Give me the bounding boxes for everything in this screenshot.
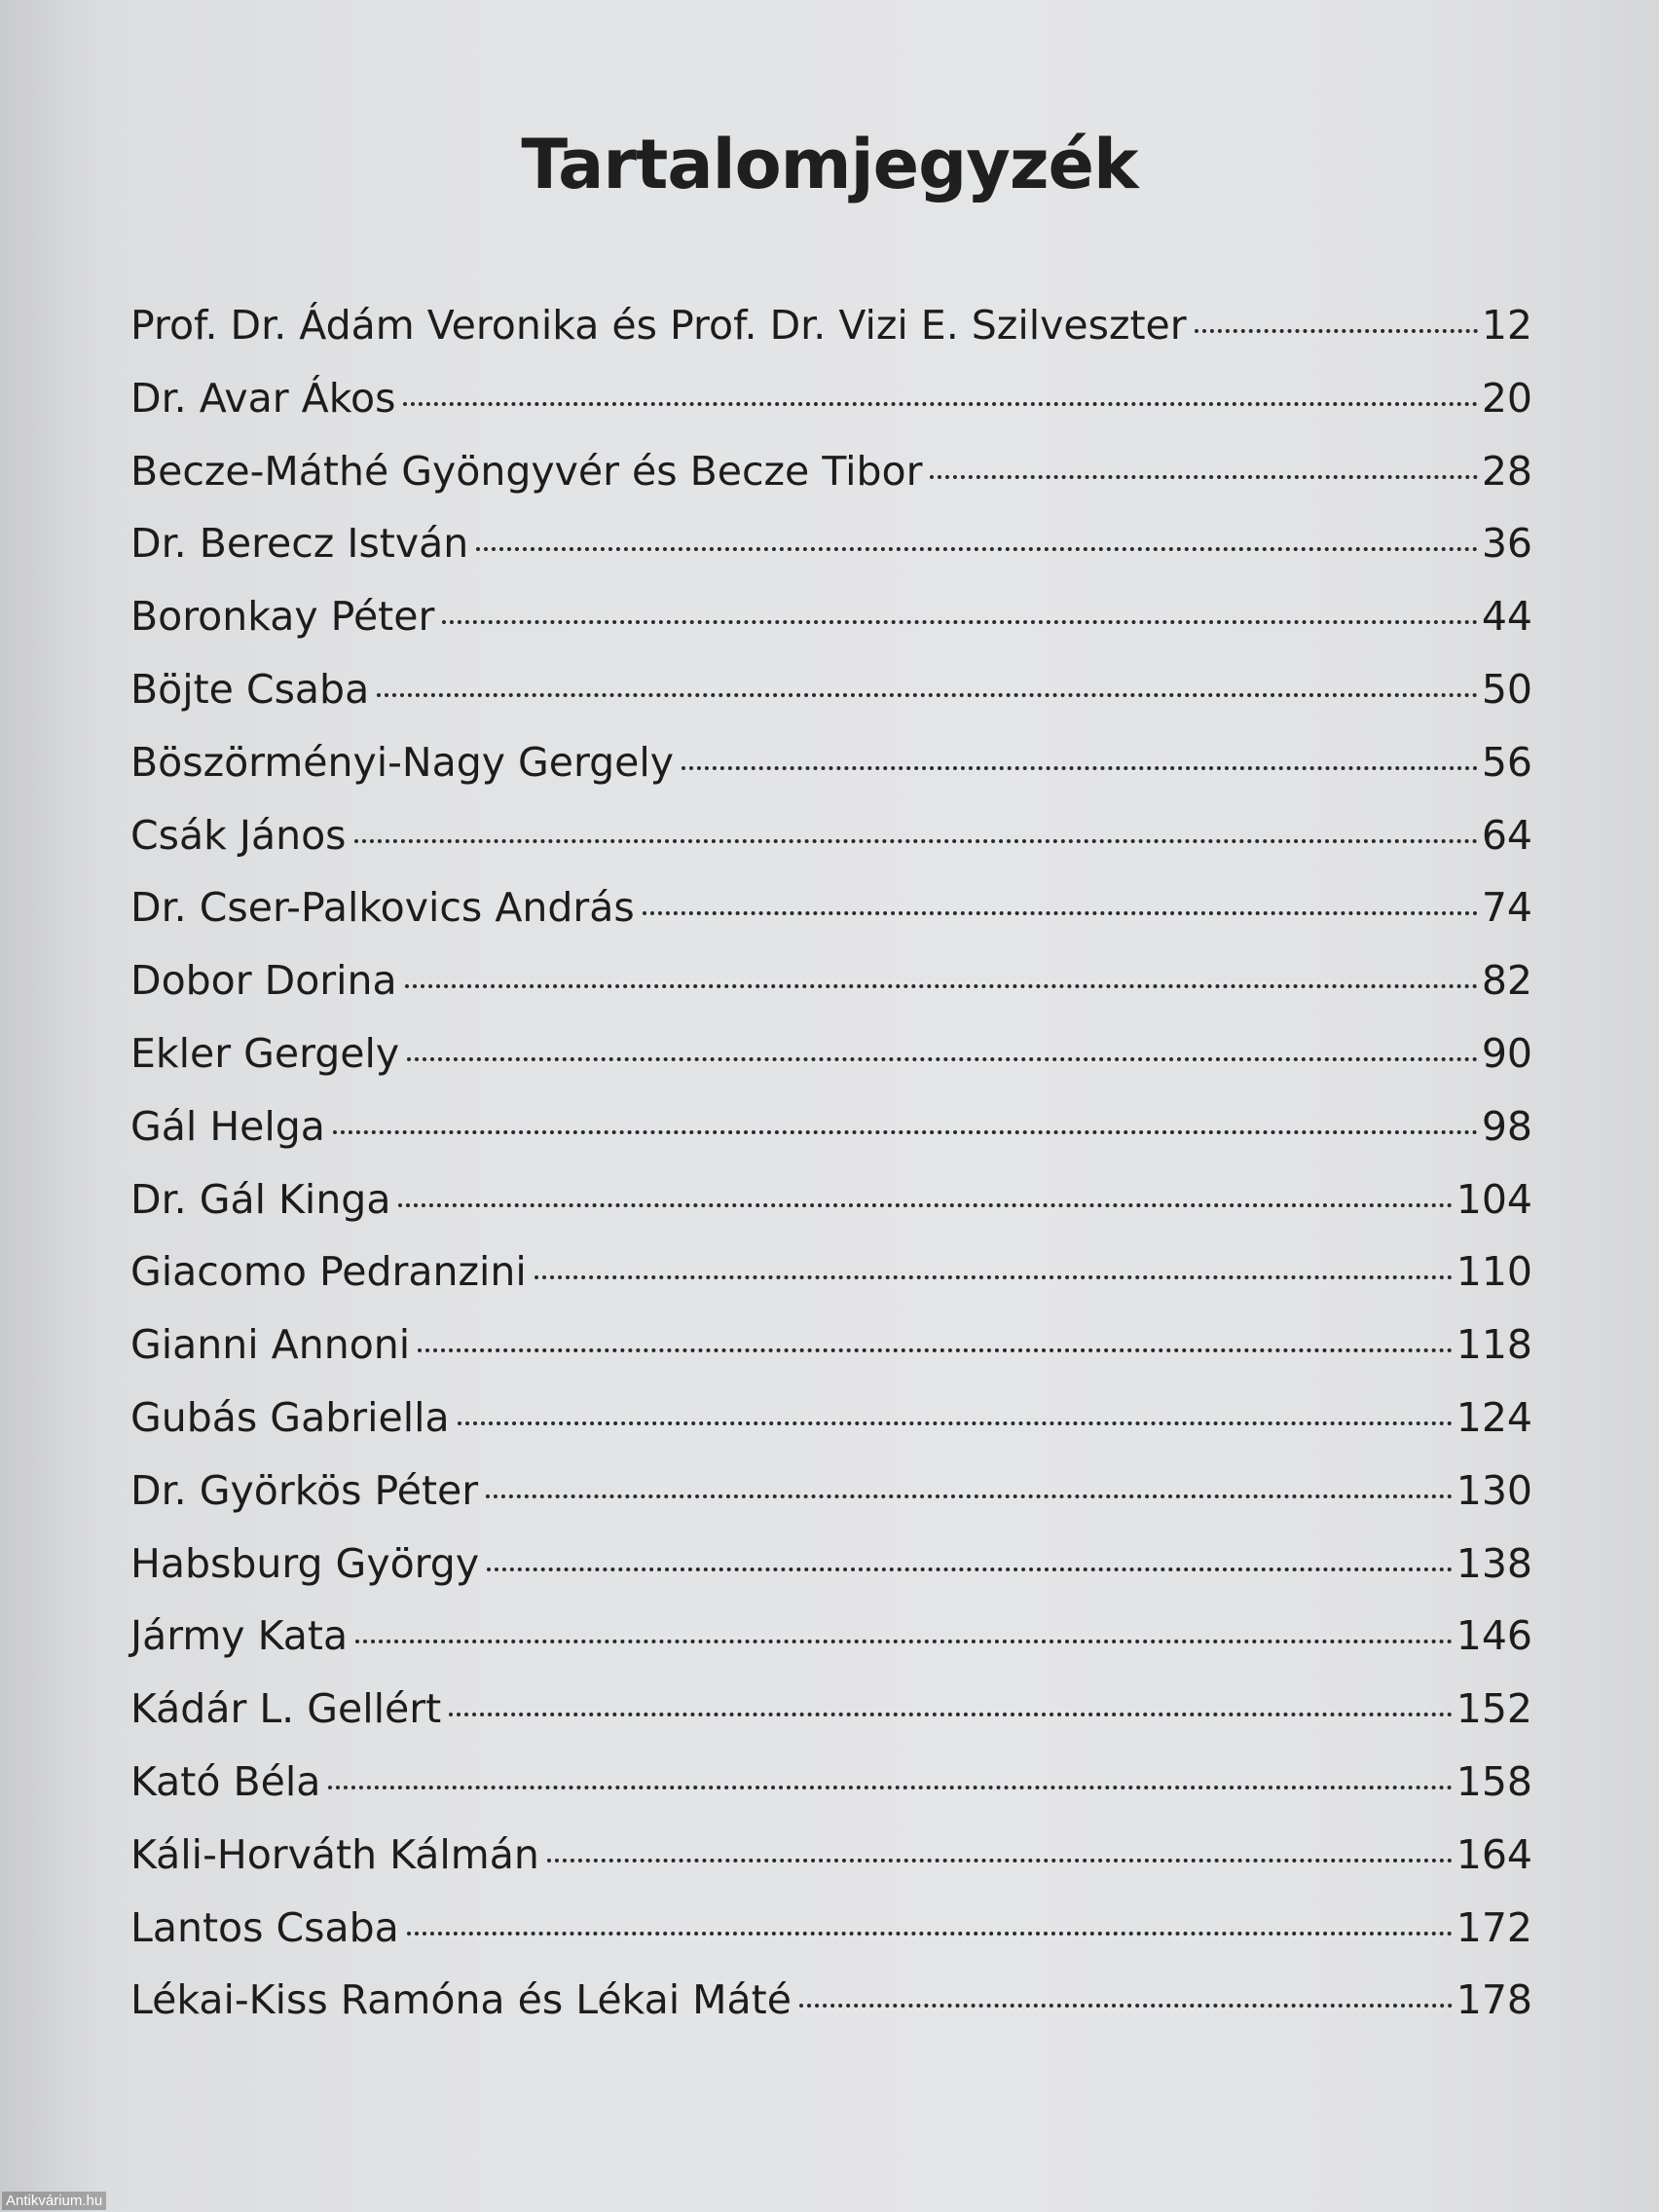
toc-entry-page-number: 74 (1481, 884, 1532, 932)
toc-entry-name: Lantos Csaba (130, 1903, 399, 1951)
toc-entry (130, 375, 1532, 448)
dot-leader (355, 1640, 1453, 1643)
dot-leader (405, 984, 1478, 988)
toc-entry-page-number: 146 (1456, 1612, 1532, 1660)
dot-leader (442, 620, 1478, 624)
toc-entry-name: Giacomo Pedranzini (130, 1248, 527, 1296)
toc-entry (130, 1976, 1532, 2049)
toc-entry-page-number: 164 (1456, 1830, 1532, 1878)
toc-entry-page-number: 12 (1481, 302, 1532, 349)
dot-leader (486, 1494, 1453, 1498)
toc-entry-page-number: 138 (1456, 1539, 1532, 1587)
toc-entry (130, 739, 1532, 812)
toc-entry (130, 1394, 1532, 1467)
toc-entry (130, 1831, 1532, 1904)
dot-leader (487, 1567, 1453, 1571)
toc-entry-name: Habsburg György (130, 1539, 480, 1587)
toc-entry (130, 1904, 1532, 1977)
dot-leader (930, 475, 1477, 479)
dot-leader (547, 1859, 1453, 1862)
toc-entry-name: Boronkay Péter (130, 593, 435, 641)
dot-leader (1195, 329, 1478, 333)
toc-entry (130, 1321, 1532, 1394)
toc-entry (130, 884, 1532, 957)
toc-entry-name: Dr. Avar Ákos (130, 374, 396, 422)
toc-entry (130, 1467, 1532, 1540)
toc-entry-page-number: 36 (1481, 520, 1532, 568)
toc-entry (130, 1248, 1532, 1321)
toc-entry-name: Böjte Csaba (130, 665, 370, 713)
watermark: Antikvárium.hu (2, 2192, 106, 2210)
dot-leader (407, 1932, 1453, 1936)
dot-leader (418, 1348, 1453, 1352)
toc-entry-name: Dr. Gál Kinga (130, 1175, 391, 1223)
toc-entry-name: Dr. Cser-Palkovics András (130, 884, 635, 932)
toc-entry (130, 666, 1532, 739)
toc-entry (130, 1030, 1532, 1103)
dot-leader (682, 766, 1478, 770)
toc-entry (130, 957, 1532, 1030)
toc-entry-page-number: 110 (1456, 1248, 1532, 1296)
toc-entry-page-number: 152 (1456, 1685, 1532, 1733)
toc-entry-name: Lékai-Kiss Ramóna és Lékai Máté (130, 1976, 792, 2024)
toc-entry-page-number: 104 (1456, 1175, 1532, 1223)
dot-leader (407, 1057, 1478, 1061)
dot-leader (458, 1421, 1453, 1425)
toc-entry-page-number: 98 (1481, 1102, 1532, 1150)
toc-entry-page-number: 64 (1481, 811, 1532, 859)
toc-entry (130, 1758, 1532, 1831)
toc-entry-name: Káli-Horváth Kálmán (130, 1830, 539, 1878)
dot-leader (535, 1275, 1453, 1279)
toc-entry-name: Gianni Annoni (130, 1321, 411, 1369)
toc-entry (130, 1103, 1532, 1176)
page-title: Tartalomjegyzék (521, 125, 1138, 204)
toc-entry-page-number: 82 (1481, 957, 1532, 1005)
toc-entry-name: Böszörményi-Nagy Gergely (130, 738, 675, 786)
toc-entry-page-number: 44 (1481, 593, 1532, 641)
dot-leader (799, 2004, 1453, 2008)
toc-entry-page-number: 178 (1456, 1976, 1532, 2024)
dot-leader (476, 547, 1478, 551)
toc-entry-name: Kádár L. Gellért (130, 1685, 442, 1733)
toc-entry-name: Gál Helga (130, 1102, 325, 1150)
toc-entry (130, 448, 1532, 521)
dot-leader (403, 402, 1477, 406)
toc-entry-name: Prof. Dr. Ádám Veronika és Prof. Dr. Vizi E. Szilveszter (130, 302, 1187, 349)
dot-leader (377, 693, 1478, 697)
toc-entry-name: Dobor Dorina (130, 957, 397, 1005)
toc-entry-name: Dr. Györkös Péter (130, 1466, 479, 1514)
toc-entry-page-number: 56 (1481, 738, 1532, 786)
toc-entry (130, 1612, 1532, 1685)
toc-entry-page-number: 158 (1456, 1757, 1532, 1805)
dot-leader (354, 839, 1478, 843)
dot-leader (449, 1713, 1453, 1716)
toc-entry-name: Becze-Máthé Gyöngyvér és Becze Tibor (130, 447, 923, 495)
toc-entry (130, 593, 1532, 666)
toc-entry-name: Kató Béla (130, 1757, 321, 1805)
dot-leader (398, 1203, 1452, 1207)
dot-leader (328, 1786, 1452, 1789)
toc-entry (130, 1685, 1532, 1758)
toc-entry-page-number: 172 (1456, 1903, 1532, 1951)
toc-entry-page-number: 50 (1481, 665, 1532, 713)
dot-leader (333, 1130, 1478, 1134)
toc-entry-page-number: 20 (1481, 374, 1532, 422)
toc-entry-name: Gubás Gabriella (130, 1393, 450, 1441)
toc-entry (130, 1176, 1532, 1249)
toc-entry-page-number: 124 (1456, 1393, 1532, 1441)
toc-entry-name: Csák János (130, 811, 347, 859)
toc-entry-page-number: 90 (1481, 1029, 1532, 1077)
toc-entry-name: Ekler Gergely (130, 1029, 400, 1077)
toc-entry (130, 302, 1532, 375)
toc-entry-page-number: 130 (1456, 1466, 1532, 1514)
toc-entry (130, 520, 1532, 593)
toc-entry (130, 1540, 1532, 1613)
toc-entry-page-number: 28 (1481, 447, 1532, 495)
toc-entry-name: Jármy Kata (130, 1612, 349, 1660)
toc-entry-name: Dr. Berecz István (130, 520, 469, 568)
table-of-contents (130, 302, 1532, 2049)
toc-entry-page-number: 118 (1456, 1321, 1532, 1369)
toc-entry (130, 812, 1532, 885)
dot-leader (643, 911, 1478, 915)
